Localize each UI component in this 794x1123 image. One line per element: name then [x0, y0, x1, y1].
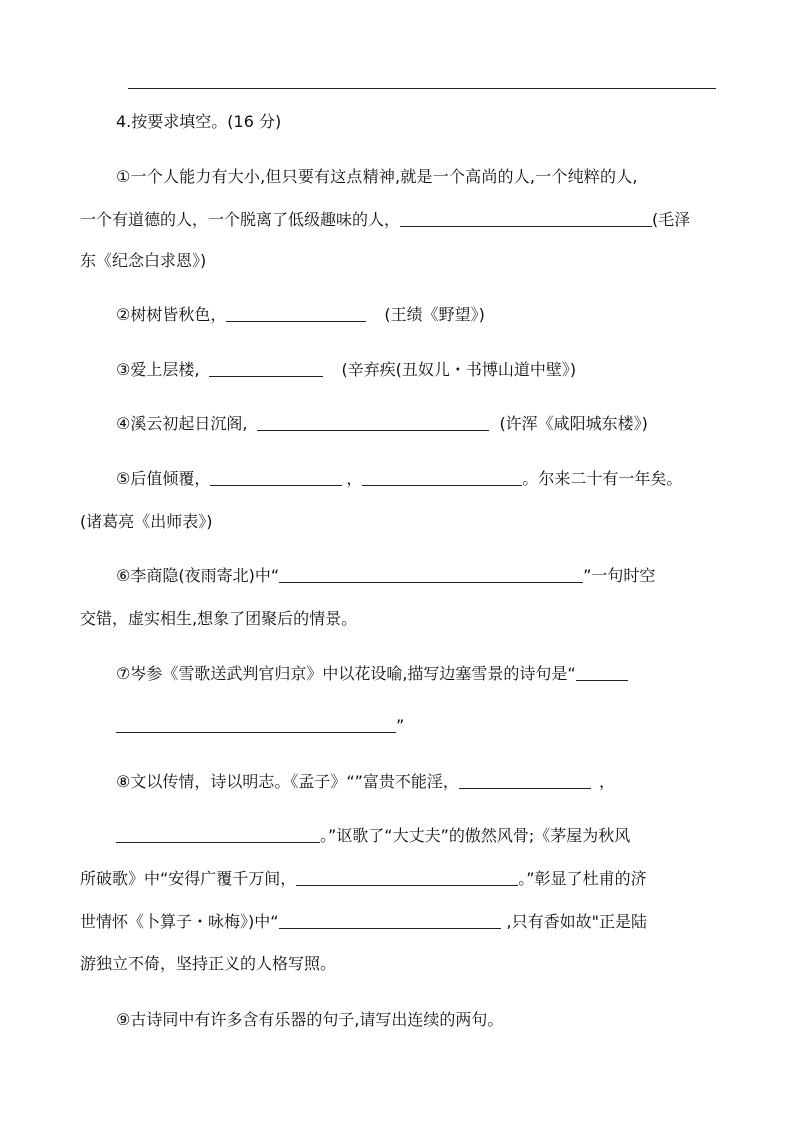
- item-1-text-before-blank: 一个有道德的人，一个脱离了低级趣味的人，: [80, 210, 401, 229]
- item-8-line-5: 游独立不倚，坚持正义的人格写照。: [80, 954, 337, 973]
- item-8-answer-blank-1[interactable]: [459, 772, 591, 789]
- item-8-line-3: [80, 869, 647, 889]
- item-9-line: ⑨古诗同中有许多含有乐器的句子,请写出连续的两句。: [116, 1010, 504, 1029]
- item-6-line-2: 交错，虚实相生,想象了团聚后的情景。: [80, 609, 358, 628]
- item-4-answer-blank[interactable]: [257, 414, 489, 431]
- item-7-line-2: [116, 716, 404, 736]
- item-2-text-before-blank: ②树树皆秋色，: [116, 305, 227, 324]
- item-6-answer-blank[interactable]: [279, 566, 583, 583]
- item-7-answer-blank[interactable]: [116, 716, 396, 733]
- item-7-answer-blank-start[interactable]: [576, 664, 628, 681]
- item-8-text-6: ,只有香如故"正是陆: [506, 912, 647, 931]
- item-8-text-4: 。”彰显了杜甫的济: [518, 869, 647, 888]
- item-1-line-3: 东《纪念白求恩》): [80, 251, 207, 270]
- top-rule: [128, 88, 716, 89]
- item-1-line-2: [80, 210, 690, 230]
- item-5-text-before-blank: ⑤后值倾覆，: [116, 469, 211, 488]
- item-5-line-2: (诸葛亮《出师表》): [80, 512, 213, 531]
- item-5-line-1: [116, 469, 682, 489]
- item-7-text: ⑦岑参《雪歌送武判官归京》中以花设喻,描写边塞雪景的诗句是“: [116, 664, 576, 683]
- item-8-text-1: ⑧文以传情，诗以明志。《孟子》“”富贵不能淫，: [116, 772, 459, 791]
- item-4-source: (许浑《咸阳城东楼》): [499, 414, 648, 433]
- item-5-comma: ，: [346, 469, 363, 488]
- item-5-answer-blank-2[interactable]: [362, 469, 522, 486]
- item-1-text-after-blank: (毛泽: [652, 210, 691, 229]
- item-7-line-1: [116, 664, 628, 684]
- item-3-text-before-blank: ③爱上层楼,: [116, 360, 200, 379]
- item-6-line-1: [116, 566, 655, 586]
- item-8-line-2: [116, 826, 630, 846]
- item-1-answer-blank[interactable]: [400, 210, 652, 227]
- item-3-line: [116, 360, 576, 380]
- item-8-line-1: [116, 772, 615, 792]
- item-3-answer-blank[interactable]: [209, 360, 323, 377]
- question-heading: 4.按要求填空。(16 分): [116, 112, 282, 131]
- item-1-line-1: ①一个人能力有大小,但只要有这点精神,就是一个高尚的人,一个纯粹的人,: [116, 167, 638, 186]
- item-8-line-4: [80, 912, 647, 932]
- item-4-text-before-blank: ④溪云初起日沉阁,: [116, 414, 248, 433]
- item-8-text-2: 。”讴歌了“大丈夫”的傲然风骨;《茅屋为秋风: [320, 826, 631, 845]
- item-8-answer-blank-3[interactable]: [296, 869, 518, 886]
- item-8-comma: ，: [598, 772, 615, 791]
- item-7-closing-quote: ”: [396, 716, 405, 735]
- item-8-text-5: 世情怀《卜算子・咏梅》)中“: [80, 912, 279, 931]
- item-6-text-after-blank: ”一句时空: [583, 566, 656, 585]
- item-8-answer-blank-4[interactable]: [279, 912, 501, 929]
- item-2-source: (王绩《野望》): [384, 305, 485, 324]
- item-8-text-3: 所破歌》中“安得广覆千万间，: [80, 869, 297, 888]
- item-2-line: [116, 305, 485, 325]
- item-8-answer-blank-2[interactable]: [116, 826, 320, 843]
- item-2-answer-blank[interactable]: [226, 305, 366, 322]
- item-5-text-after-blank: 。尔来二十有一年矣。: [522, 469, 683, 488]
- item-3-source: (辛弃疾(丑奴儿・书博山道中壁》): [341, 360, 577, 379]
- item-5-answer-blank-1[interactable]: [210, 469, 342, 486]
- item-6-text-before-blank: ⑥李商隐(夜雨寄北)中“: [116, 566, 280, 585]
- item-4-line: [116, 414, 648, 434]
